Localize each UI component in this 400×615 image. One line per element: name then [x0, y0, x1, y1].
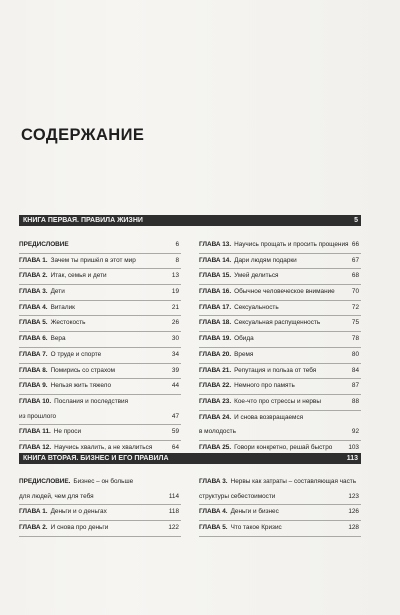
toc-entry-label: ГЛАВА 13. [199, 241, 232, 248]
book1-page: 5 [354, 217, 358, 224]
toc-entry-page: 66 [351, 241, 359, 248]
toc-entry-page: 126 [348, 508, 359, 516]
toc-entry-page: 72 [351, 303, 359, 311]
toc-entry [19, 410, 181, 426]
toc-entry-label: ГЛАВА 10. [19, 397, 52, 405]
toc-entry-label: ГЛАВА 1. [19, 508, 48, 516]
toc-entry [199, 425, 361, 441]
toc-entry-page: 114 [168, 492, 179, 500]
toc-entry-title: Послания и последствия [54, 397, 129, 405]
book2-title: КНИГА ВТОРАЯ. БИЗНЕС И ЕГО ПРАВИЛА [23, 455, 169, 462]
toc-entry-title: Нельзя жить тяжело [50, 382, 112, 390]
toc-entry [199, 238, 361, 254]
toc-entry-page: 123 [348, 492, 359, 500]
toc-entry [19, 254, 181, 270]
book1-right-column [199, 238, 361, 457]
toc-entry [19, 475, 181, 490]
toc-entry-title: Жестокость [50, 319, 86, 327]
book1-header [19, 215, 361, 226]
toc-entry [199, 316, 361, 332]
toc-entry-label: ГЛАВА 3. [199, 478, 228, 485]
toc-entry-label: ГЛАВА 23. [199, 397, 232, 405]
toc-entry-page: 39 [171, 366, 179, 374]
toc-entry-page: 128 [348, 524, 359, 532]
toc-entry [19, 395, 181, 410]
toc-entry [199, 505, 361, 521]
toc-entry-page: 44 [171, 382, 179, 390]
toc-entry-page: 122 [168, 524, 179, 532]
toc-entry-page: 68 [351, 272, 359, 280]
toc-entry-label: ПРЕДИСЛОВИЕ [19, 241, 69, 248]
toc-entry-title: Итак, семья и дети [50, 272, 107, 280]
toc-entry-title: Дари людям подарки [234, 256, 297, 264]
toc-entry [19, 379, 181, 395]
toc-entry [199, 348, 361, 364]
toc-entry-label: ГЛАВА 7. [19, 350, 48, 358]
toc-entry [19, 238, 181, 254]
toc-entry-label: ГЛАВА 24. [199, 413, 232, 421]
toc-entry-title: Помирись со страхом [50, 366, 116, 374]
toc-entry-title: Немного про память [234, 382, 295, 390]
book1-left-column [19, 238, 181, 457]
toc-entry [19, 332, 181, 348]
toc-entry-title: Обычное человеческое внимание [234, 288, 335, 296]
toc-entry-page: 84 [351, 366, 359, 374]
toc-entry-title: Сексуальность [234, 303, 279, 311]
book2-page: 113 [346, 455, 358, 462]
toc-entry-label: ГЛАВА 19. [199, 335, 232, 343]
toc-entry-label: ГЛАВА 3. [19, 288, 48, 296]
toc-entry-label: ГЛАВА 16. [199, 288, 232, 296]
toc-entry [199, 269, 361, 285]
toc-entry-title: Бизнес – он больше [73, 478, 134, 485]
toc-entry-page: 87 [351, 382, 359, 390]
toc-entry [199, 379, 361, 395]
toc-entry-label: ГЛАВА 4. [199, 508, 228, 516]
toc-entry-title: Говори конкретно, решай быстро [234, 443, 333, 451]
toc-entry [19, 425, 181, 441]
toc-entry [19, 348, 181, 364]
toc-entry-title: Деньги и о деньгах [50, 508, 107, 516]
toc-entry-page: 70 [351, 288, 359, 296]
toc-entry-page: 59 [171, 428, 179, 436]
toc-entry-label: ГЛАВА 15. [199, 272, 232, 280]
toc-entry-title: структуры себестоимости [199, 492, 276, 500]
toc-entry [19, 269, 181, 285]
toc-entry-page: 78 [351, 335, 359, 343]
toc-entry-label: ГЛАВА 5. [19, 319, 48, 327]
toc-entry-page: 80 [351, 350, 359, 358]
toc-entry-page: 88 [351, 397, 359, 405]
toc-entry [199, 364, 361, 380]
book2-header [19, 453, 361, 464]
toc-entry-title: Умей делиться [234, 272, 279, 280]
toc-entry-title: Виталик [50, 303, 75, 311]
toc-entry [19, 364, 181, 380]
toc-entry-page: 75 [351, 319, 359, 327]
toc-entry-label: ГЛАВА 11. [19, 428, 51, 436]
toc-entry-page: 19 [171, 288, 179, 296]
toc-entry-page: 21 [171, 303, 179, 311]
toc-entry-page: 103 [348, 443, 359, 451]
toc-entry [199, 395, 361, 411]
toc-entry-title: И снова возвращаемся [234, 413, 304, 421]
toc-entry [19, 316, 181, 332]
page-title: СОДЕРЖАНИЕ [21, 126, 145, 144]
toc-entry [199, 411, 361, 426]
toc-entry-label: ГЛАВА 12. [19, 443, 52, 451]
toc-entry [199, 521, 361, 537]
toc-entry-page: 13 [171, 272, 179, 280]
toc-entry-title: Научись хвалить, а не хвалиться [54, 443, 153, 451]
toc-entry-title: Зачем ты пришёл в этот мир [50, 256, 136, 264]
toc-entry-title: Дети [50, 288, 65, 296]
toc-entry [19, 521, 181, 537]
toc-entry-title: Нервы как затраты – составляющая часть [230, 478, 357, 485]
toc-entry-label: ПРЕДИСЛОВИЕ. [19, 478, 71, 485]
toc-entry-label: ГЛАВА 14. [199, 256, 232, 264]
toc-entry [199, 254, 361, 270]
toc-entry-title: Сексуальная распущенность [234, 319, 321, 327]
toc-entry [19, 285, 181, 301]
book2-right-column [199, 475, 361, 537]
book1-title: КНИГА ПЕРВАЯ. ПРАВИЛА ЖИЗНИ [23, 217, 143, 224]
toc-entry-title: Научись прощать и просить прощения [234, 241, 349, 248]
toc-entry [19, 490, 181, 506]
toc-entry [199, 301, 361, 317]
toc-entry-label: ГЛАВА 6. [19, 335, 48, 343]
toc-entry-label: ГЛАВА 21. [199, 366, 232, 374]
toc-entry-title: Деньги и бизнес [230, 508, 279, 516]
toc-entry [199, 332, 361, 348]
toc-entry-label: ГЛАВА 2. [19, 524, 48, 532]
toc-entry-label: ГЛАВА 22. [199, 382, 232, 390]
toc-entry-page: 64 [171, 443, 179, 451]
toc-entry-page: 47 [171, 412, 179, 420]
toc-entry-title: Обида [234, 335, 254, 343]
toc-entry-page: 30 [171, 335, 179, 343]
toc-entry-label: ГЛАВА 1. [19, 256, 48, 264]
toc-entry-title: Что такое Кризис [230, 524, 282, 532]
toc-entry-label: ГЛАВА 4. [19, 303, 48, 311]
toc-entry [19, 505, 181, 521]
toc-entry-page: 26 [171, 319, 179, 327]
toc-entry-label: ГЛАВА 25. [199, 443, 232, 451]
toc-entry-label: ГЛАВА 9. [19, 382, 48, 390]
toc-entry [19, 301, 181, 317]
toc-entry-title: в молодость [199, 428, 236, 436]
toc-entry-title: Кое-что про стрессы и нервы [234, 397, 321, 405]
toc-entry-page: 118 [168, 508, 179, 516]
toc-entry-page: 92 [351, 428, 359, 436]
toc-entry-title: Вера [50, 335, 66, 343]
toc-entry [199, 475, 361, 490]
toc-entry-title: для людей, чем для тебя [19, 492, 94, 500]
toc-entry-title: Не проси [53, 428, 82, 436]
toc-entry-label: ГЛАВА 2. [19, 272, 48, 280]
toc-entry-page: 67 [351, 256, 359, 264]
toc-entry-title: Репутация и польза от тебя [234, 366, 317, 374]
toc-entry-title: Время [234, 350, 254, 358]
toc-entry-label: ГЛАВА 8. [19, 366, 48, 374]
toc-entry [199, 285, 361, 301]
toc-entry-title: И снова про деньги [50, 524, 109, 532]
toc-entry [199, 490, 361, 506]
book2-left-column [19, 475, 181, 537]
toc-entry-label: ГЛАВА 17. [199, 303, 232, 311]
toc-entry-title: из прошлого [19, 412, 57, 420]
toc-entry-label: ГЛАВА 5. [199, 524, 228, 532]
toc-entry-title: О труде и спорте [50, 350, 102, 358]
toc-entry-page: 8 [175, 256, 179, 264]
toc-entry-label: ГЛАВА 20. [199, 350, 232, 358]
toc-entry-page: 34 [171, 350, 179, 358]
toc-entry-label: ГЛАВА 18. [199, 319, 232, 327]
toc-entry-page: 6 [175, 241, 179, 248]
